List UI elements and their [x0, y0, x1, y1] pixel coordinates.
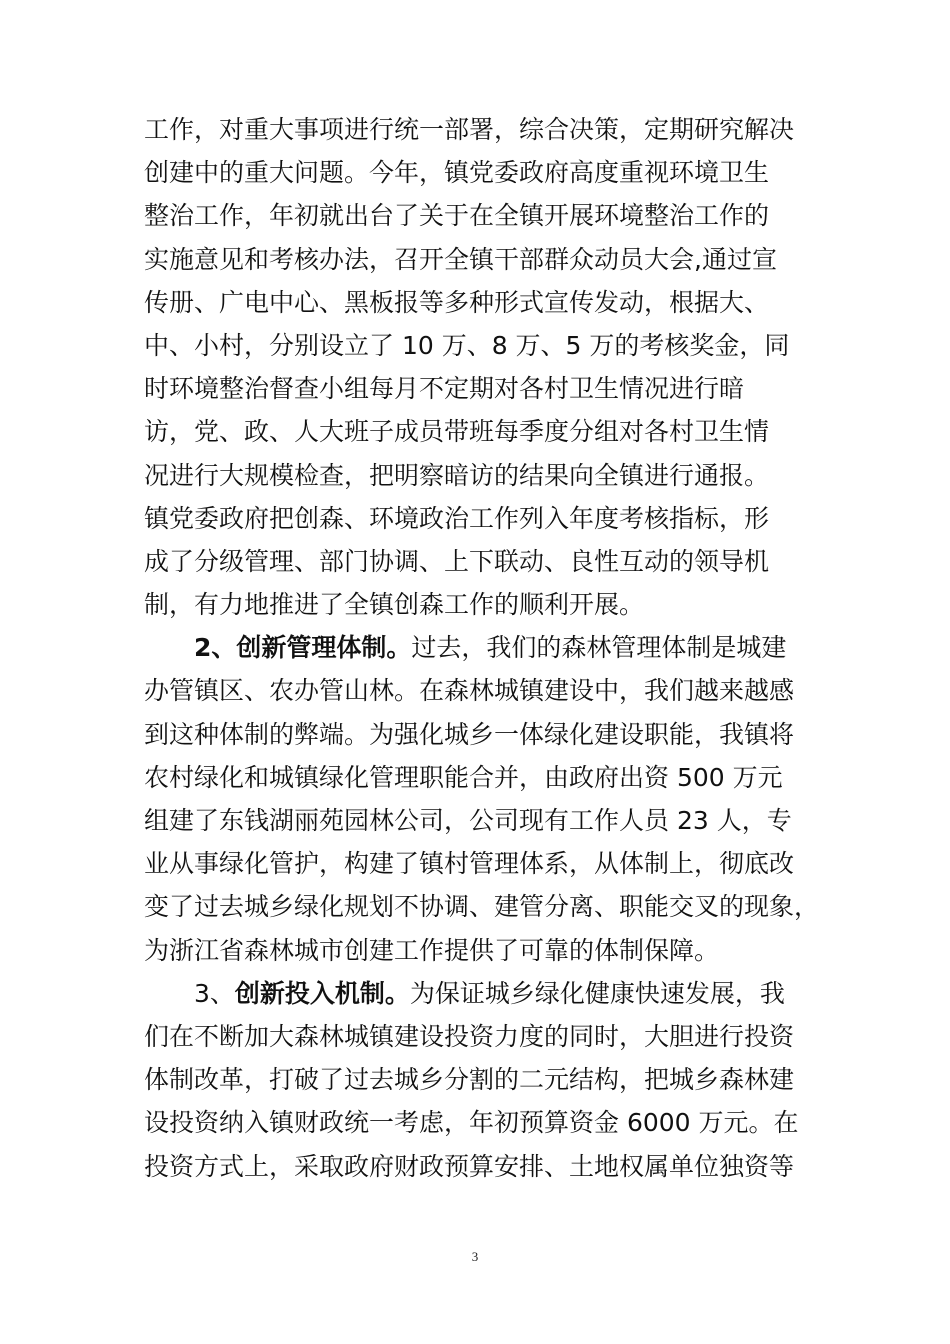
text-line: 制，有力地推进了全镇创森工作的顺利开展。: [144, 590, 645, 620]
body-text: [144, 108, 820, 1188]
text-line: 业从事绿化管护，构建了镇村管理体系，从体制上，彻底改: [144, 849, 795, 879]
text-line: 访，党、政、人大班子成员带班每季度分组对各村卫生情: [144, 417, 770, 447]
text-line: 设投资纳入镇财政统一考虑，年初预算资金 6000 万元。在: [144, 1108, 799, 1138]
section-2-first-text: 过去，我们的森林管理体制是城建: [411, 633, 787, 663]
text-line: 工作，对重大事项进行统一部署，综合决策，定期研究解决: [144, 115, 795, 144]
text-line: 时环境整治督查小组每月不定期对各村卫生情况进行暗: [144, 374, 745, 404]
text-line: 办管镇区、农办管山林。在森林城镇建设中，我们越来越感: [144, 676, 795, 706]
text-line: 到这种体制的弊端。为强化城乡一体绿化建设职能，我镇将: [144, 719, 795, 749]
section-2-heading: 2、创新管理体制。: [194, 633, 412, 663]
section-3-number: 3、: [194, 978, 235, 1008]
text-line: 们在不断加大森林城镇建设投资力度的同时，大胆进行投资: [144, 1021, 795, 1051]
text-line: 体制改革，打破了过去城乡分割的二元结构，把城乡森林建: [144, 1065, 795, 1095]
text-line: 变了过去城乡绿化规划不协调、建管分离、职能交叉的现象，: [144, 892, 820, 922]
text-line: 况进行大规模检查，把明察暗访的结果向全镇进行通报。: [144, 460, 770, 490]
text-line: 中、小村，分别设立了 10 万、8 万、5 万的考核奖金，同: [144, 330, 790, 360]
section-3-first-line: [144, 972, 810, 1015]
text-line: 为浙江省森林城市创建工作提供了可靠的体制保障。: [144, 935, 720, 965]
text-line: 实施意见和考核办法，召开全镇干部群众动员大会,通过宣: [144, 244, 777, 274]
section-3-first-text: 为保证城乡绿化健康快速发展，我: [409, 978, 785, 1008]
section-2-first-line: [144, 626, 810, 669]
text-line: 镇党委政府把创森、环境政治工作列入年度考核指标，形: [144, 503, 770, 533]
text-line: 传册、广电中心、黑板报等多种形式宣传发动，根据大、: [144, 287, 770, 317]
text-line: 整治工作，年初就出台了关于在全镇开展环境整治工作的: [144, 201, 770, 231]
text-line: 成了分级管理、部门协调、上下联动、良性互动的领导机: [144, 546, 770, 576]
text-line: 创建中的重大问题。今年，镇党委政府高度重视环境卫生: [144, 158, 770, 188]
section-3-heading: 创新投入机制。: [234, 978, 410, 1008]
text-line: 农村绿化和城镇绿化管理职能合并，由政府出资 500 万元: [144, 762, 783, 792]
page-number: 3: [471, 1249, 479, 1264]
text-line: 投资方式上，采取政府财政预算安排、土地权属单位独资等: [144, 1151, 795, 1181]
text-line: 组建了东钱湖丽苑园林公司，公司现有工作人员 23 人，专: [144, 806, 792, 835]
